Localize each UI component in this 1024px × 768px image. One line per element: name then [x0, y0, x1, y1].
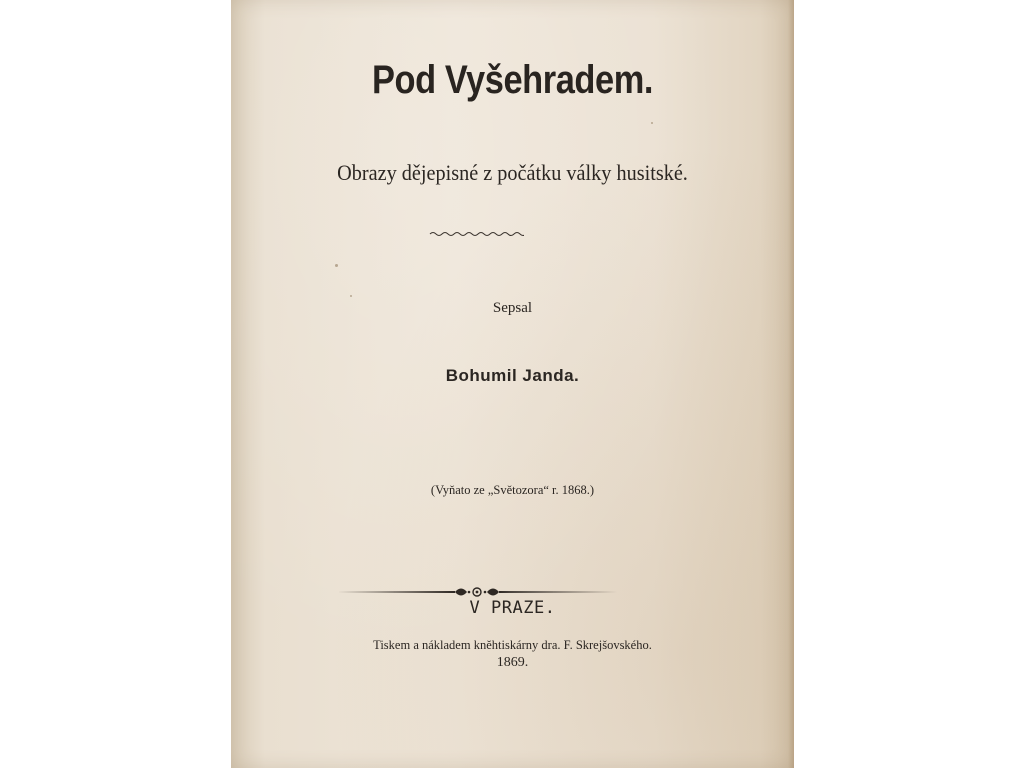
paper-speck [350, 295, 352, 297]
book-subtitle: Obrazy dějepisné z počátku války husitské. [337, 160, 688, 185]
paper-speck [651, 122, 653, 124]
paper-speck [335, 264, 338, 267]
printer-line: Tiskem a nákladem knĕhtiskárny dra. F. Skrejšovského. [373, 638, 652, 652]
wavy-rule-divider [428, 230, 524, 238]
written-by-label: Sepsal [492, 300, 533, 316]
excerpt-note: (Vyňato ze „Světozora“ r. 1868.) [430, 483, 595, 497]
author-name: Bohumil Janda. [445, 366, 580, 385]
title-page [231, 0, 794, 768]
publication-place: V PRAZE. [469, 598, 556, 618]
book-title: Pod Vyšehradem. [372, 58, 653, 102]
publication-year: 1869. [496, 655, 529, 670]
